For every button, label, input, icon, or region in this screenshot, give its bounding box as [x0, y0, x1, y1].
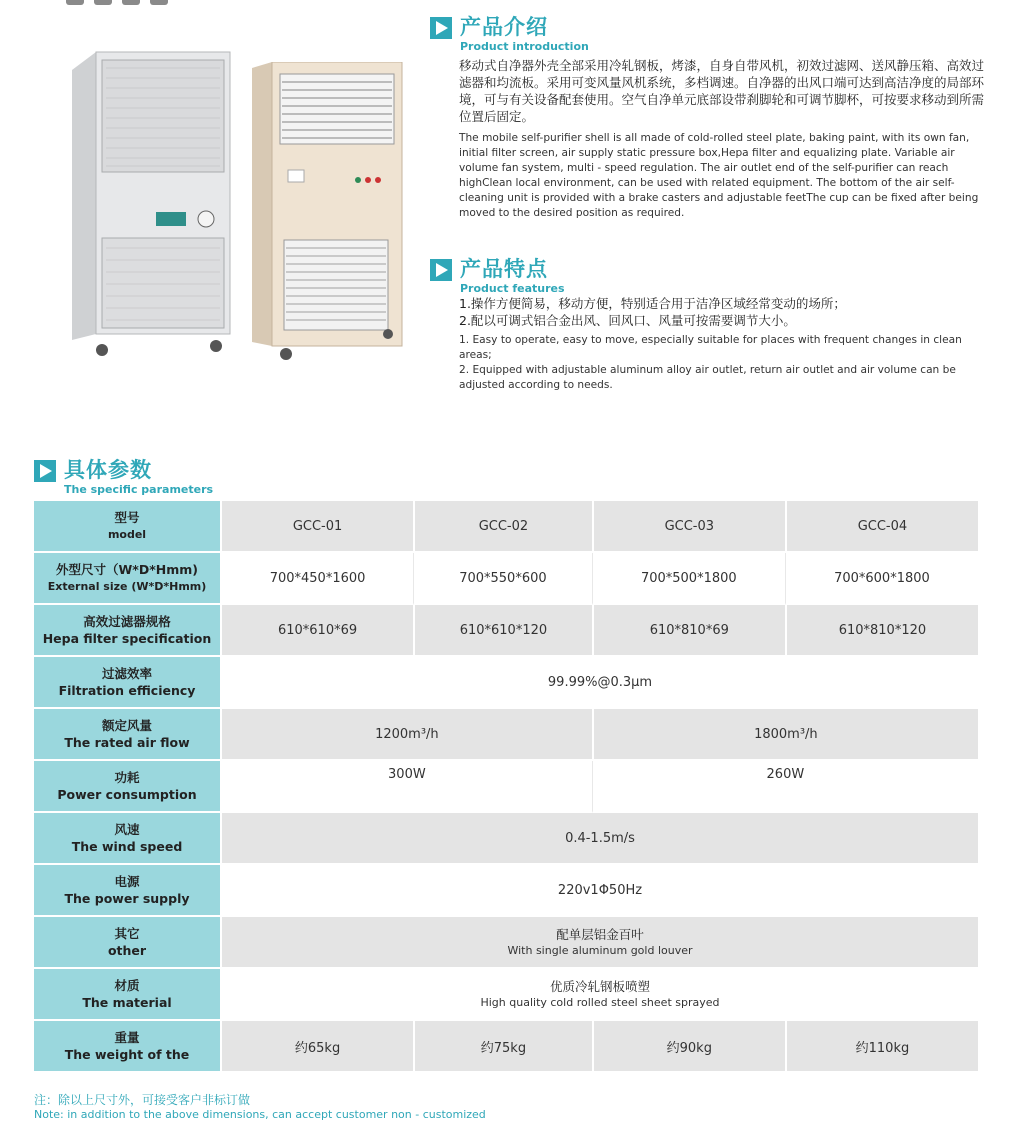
row-label	[34, 553, 222, 605]
row-label	[34, 917, 222, 969]
cell: 1200m³/h	[222, 709, 592, 761]
intro-text-cn: 移动式自净器外壳全部采用冷轧钢板，烤漆，自身自带风机，初效过滤网、送风静压箱、高效过滤器和均流板。采用可变风量风机系统，多档调速。自净器的出风口端可达到高洁净度的局部环境，可与有关设备配套使用。空气自净单元底部设带刹脚轮和可调节脚杯，可按要求移动到所需位置后固定。	[459, 58, 985, 124]
cell: GCC-03	[592, 501, 785, 553]
label-cn: 其它	[114, 926, 140, 941]
cell: 约110kg	[785, 1021, 978, 1073]
cell: GCC-01	[222, 501, 413, 553]
table-row-weight	[34, 1021, 978, 1073]
cell: 700*600*1800	[785, 553, 978, 605]
cell-en: High quality cold rolled steel sheet sprayed	[480, 996, 720, 1009]
purifier-image-grey	[66, 48, 236, 358]
label-en: The wind speed	[71, 839, 183, 854]
row-label	[34, 813, 222, 865]
cell: 700*550*600	[413, 553, 592, 605]
cell: 610*610*69	[222, 605, 413, 657]
cell: 610*610*120	[413, 605, 592, 657]
play-triangle-icon	[430, 259, 452, 281]
table-row-filter	[34, 605, 978, 657]
cell: 300W	[222, 761, 592, 813]
label-cn: 额定风量	[101, 718, 152, 733]
cell	[222, 969, 978, 1021]
cell: 约75kg	[413, 1021, 592, 1073]
intro-body	[459, 57, 987, 221]
label-cn: 电源	[114, 874, 140, 889]
row-label	[34, 657, 222, 709]
label-en: The material	[82, 995, 172, 1010]
label-cn: 型号	[114, 510, 140, 525]
cell: 99.99%@0.3μm	[222, 657, 978, 709]
cell: 0.4-1.5m/s	[222, 813, 978, 865]
cell: 700*450*1600	[222, 553, 413, 605]
note-en: Note: in addition to the above dimensions, can accept customer non - customized	[34, 1108, 486, 1121]
label-cn: 材质	[114, 978, 140, 993]
cell: 220v1Φ50Hz	[222, 865, 978, 917]
table-row-airflow	[34, 709, 978, 761]
row-label	[34, 969, 222, 1021]
label-en: Filtration efficiency	[58, 683, 196, 698]
cell: 610*810*120	[785, 605, 978, 657]
table-row-size	[34, 553, 978, 605]
table-row-power	[34, 761, 978, 813]
table-row-model	[34, 501, 978, 553]
cell-en: With single aluminum gold louver	[507, 944, 693, 957]
feature-item-cn: 1.操作方便简易，移动方便，特别适合用于洁净区域经常变动的场所；	[459, 296, 846, 311]
row-label	[34, 761, 222, 813]
features-body	[459, 295, 987, 393]
table-row-efficiency	[34, 657, 978, 709]
row-label	[34, 501, 222, 553]
footnote	[34, 1092, 486, 1122]
cell	[222, 917, 978, 969]
play-triangle-icon	[34, 460, 56, 482]
params-title-en: The specific parameters	[64, 483, 214, 496]
label-cn: 过滤效率	[101, 666, 152, 681]
cell: GCC-04	[785, 501, 978, 553]
label-en: Hepa filter specification	[42, 631, 212, 646]
intro-text-en: The mobile self-purifier shell is all made of cold-rolled steel plate, baking paint, with its own fan, initial filter screen, air supply static pressure box,Hepa filter and equalizing plate. Variable air volume fan system, multi - speed regulation. The air outlet end of the self-purifier can reach highClean local environment, can be used with related equipment. The bottom of the air self-cleaning unit is provided with a brake casters and adjustable feetThe cup can be fixed after being moved to the desired position as required.	[459, 132, 979, 219]
feature-item-en: 1. Easy to operate, easy to move, especially suitable for places with frequent changes in clean areas;	[459, 334, 962, 361]
table-row-other	[34, 917, 978, 969]
features-heading	[430, 256, 565, 295]
label-cn: 外型尺寸（W*D*Hmm)	[56, 562, 198, 577]
cell: 约90kg	[592, 1021, 785, 1073]
label-en: External size (W*D*Hmm)	[47, 580, 207, 593]
row-label	[34, 605, 222, 657]
params-heading	[34, 457, 213, 496]
label-cn: 风速	[114, 822, 140, 837]
cell: 约65kg	[222, 1021, 413, 1073]
intro-title-cn: 产品介绍	[460, 15, 548, 39]
label-en: model	[107, 528, 147, 541]
spec-table	[34, 501, 978, 1073]
row-label	[34, 1021, 222, 1073]
intro-heading	[430, 14, 589, 53]
label-cn: 功耗	[114, 770, 140, 785]
params-title-cn: 具体参数	[64, 458, 152, 482]
label-cn: 高效过滤器规格	[83, 614, 171, 629]
cell-cn: 优质冷轧钢板喷塑	[549, 979, 650, 994]
cell: 1800m³/h	[592, 709, 978, 761]
table-row-wind	[34, 813, 978, 865]
feature-item-en: 2. Equipped with adjustable aluminum alloy air outlet, return air outlet and air volume can be adjusted according to needs.	[459, 364, 956, 391]
row-label	[34, 709, 222, 761]
intro-title-en: Product introduction	[460, 40, 589, 53]
cell-cn: 配单层铝金百叶	[556, 927, 644, 942]
label-cn: 重量	[114, 1030, 140, 1045]
features-title-cn: 产品特点	[460, 257, 548, 281]
row-label	[34, 865, 222, 917]
feature-item-cn: 2.配以可调式铝合金出风、回风口、风量可按需要调节大小。	[459, 313, 796, 328]
cell: 610*810*69	[592, 605, 785, 657]
cell: GCC-02	[413, 501, 592, 553]
cropped-header-fragment	[66, 0, 206, 4]
play-triangle-icon	[430, 17, 452, 39]
label-en: The weight of the	[64, 1047, 190, 1062]
purifier-image-beige	[250, 62, 408, 362]
label-en: The power supply	[64, 891, 190, 906]
note-cn: 注：除以上尺寸外，可接受客户非标订做	[34, 1093, 251, 1107]
table-row-supply	[34, 865, 978, 917]
label-en: The rated air flow	[64, 735, 190, 750]
cell: 260W	[592, 761, 978, 813]
label-en: Power consumption	[57, 787, 197, 802]
label-en: other	[107, 943, 147, 958]
features-title-en: Product features	[460, 282, 565, 295]
cell: 700*500*1800	[592, 553, 785, 605]
table-row-material	[34, 969, 978, 1021]
